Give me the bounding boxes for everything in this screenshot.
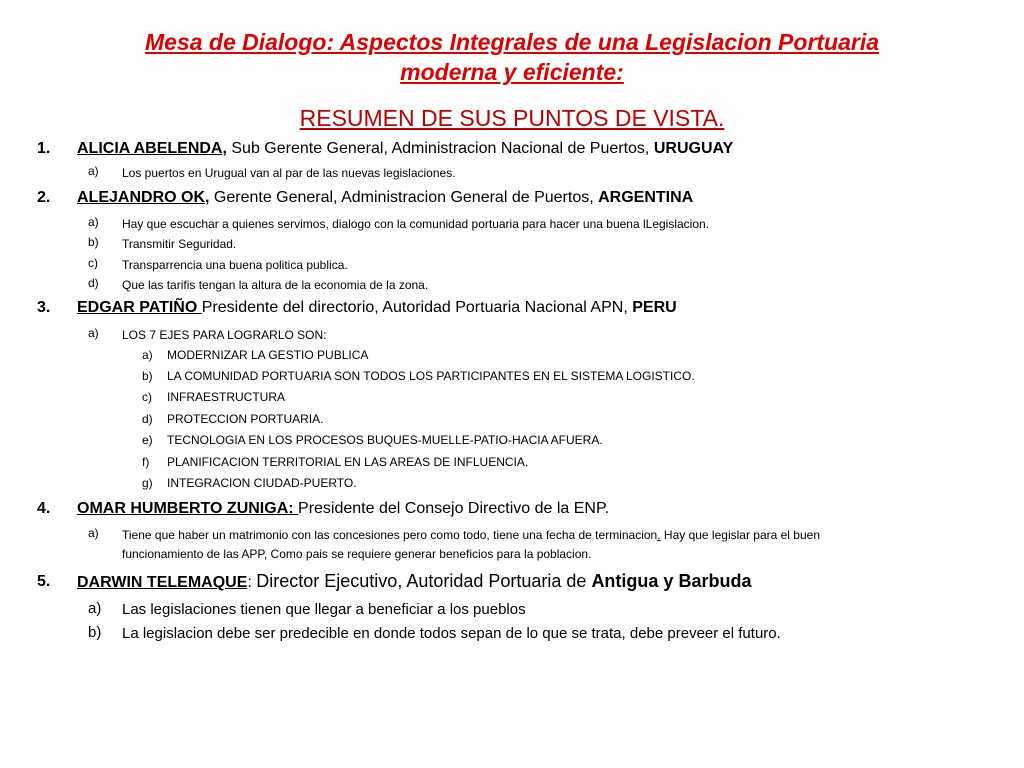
speaker-heading bbox=[77, 500, 609, 518]
speaker-country: URUGUAY bbox=[653, 140, 734, 157]
list-text: Transmitir Seguridad. bbox=[122, 237, 237, 251]
speaker-role: Gerente General, Administracion General de Puertos, bbox=[209, 189, 599, 206]
sub-list-marker: e) bbox=[142, 433, 153, 447]
speaker-sep: : bbox=[247, 574, 257, 591]
speaker-name: DARWIN TELEMAQUE bbox=[77, 574, 248, 591]
speaker-name: EDGAR PATIÑO bbox=[77, 299, 202, 316]
list-text: Hay que escuchar a quienes servimos, dialogo con la comunidad portuaria para hacer una buena lLegislacion. bbox=[122, 217, 710, 231]
speaker-name: ALEJANDRO OK, bbox=[77, 189, 210, 206]
slide-subtitle: RESUMEN DE SUS PUNTOS DE VISTA. bbox=[299, 105, 725, 131]
list-text-part: Hay que legislar para el buen bbox=[660, 528, 820, 542]
list-marker: d) bbox=[88, 276, 99, 290]
speaker-number: 4. bbox=[37, 500, 51, 517]
list-text: La legislacion debe ser predecible en donde todos sepan de lo que se trata, debe preveer el futuro. bbox=[122, 625, 781, 642]
list-text: Los puertos en Urugual van al par de las nuevas legislaciones. bbox=[122, 166, 456, 180]
sub-list-text: MODERNIZAR LA GESTIO PUBLICA bbox=[167, 348, 369, 362]
sub-list-text: INTEGRACION CIUDAD-PUERTO. bbox=[167, 476, 357, 490]
list-marker: b) bbox=[88, 235, 99, 249]
speaker-role: Director Ejecutivo, Autoridad Portuaria de bbox=[256, 571, 592, 591]
list-marker: a) bbox=[88, 526, 99, 540]
sub-list-marker: d) bbox=[142, 412, 153, 426]
speaker-number: 1. bbox=[37, 140, 51, 157]
speaker-number: 3. bbox=[37, 299, 51, 316]
speaker-heading bbox=[77, 299, 677, 317]
list-marker: a) bbox=[88, 600, 102, 617]
speaker-country: ARGENTINA bbox=[598, 189, 694, 206]
sub-list-text: TECNOLOGIA EN LOS PROCESOS BUQUES-MUELLE-PATIO-HACIA AFUERA. bbox=[167, 433, 603, 447]
speaker-country: Antigua y Barbuda bbox=[591, 571, 752, 591]
sub-list-marker: b) bbox=[142, 369, 153, 383]
list-text bbox=[122, 526, 820, 564]
list-text: Que las tarifis tengan la altura de la economia de la zona. bbox=[122, 278, 429, 292]
list-marker: a) bbox=[88, 326, 99, 340]
speaker-role: Sub Gerente General, Administracion Nacional de Puertos, bbox=[226, 140, 654, 157]
list-marker: a) bbox=[88, 215, 99, 229]
sub-list-text: PLANIFICACION TERRITORIAL EN LAS AREAS DE INFLUENCIA. bbox=[167, 455, 529, 469]
list-text: LOS 7 EJES PARA LOGRARLO SON: bbox=[122, 328, 327, 342]
sub-list-text: LA COMUNIDAD PORTUARIA SON TODOS LOS PARTICIPANTES EN EL SISTEMA LOGISTICO. bbox=[167, 369, 695, 383]
sub-list-marker: f) bbox=[142, 455, 150, 469]
slide-title-line-2: moderna y eficiente: bbox=[400, 59, 624, 85]
list-marker: a) bbox=[88, 164, 99, 178]
slide-title-line-1: Mesa de Dialogo: Aspectos Integrales de una Legislacion Portuaria bbox=[144, 29, 880, 55]
list-marker: c) bbox=[88, 256, 98, 270]
sub-list-text: PROTECCION PORTUARIA. bbox=[167, 412, 324, 426]
speaker-name: OMAR HUMBERTO ZUNIGA: bbox=[77, 500, 299, 517]
speaker-heading bbox=[77, 140, 733, 158]
list-text-part: . bbox=[657, 528, 661, 542]
list-text-part: funcionamiento de las APP, Como pais se requiere generar beneficios para la poblacion. bbox=[122, 547, 592, 561]
speaker-heading bbox=[77, 571, 751, 592]
speaker-number: 5. bbox=[37, 573, 51, 590]
sub-list-marker: g) bbox=[142, 476, 153, 490]
speaker-role: Presidente del directorio, Autoridad Portuaria Nacional APN, bbox=[201, 299, 633, 316]
sub-list-marker: a) bbox=[142, 348, 153, 362]
list-text: Transparrencia una buena politica publica. bbox=[122, 258, 348, 272]
speaker-number: 2. bbox=[37, 189, 51, 206]
speaker-name: ALICIA ABELENDA, bbox=[77, 140, 227, 157]
list-text-part: Tiene que haber un matrimonio con las concesiones pero como todo, tiene una fecha de terminacion bbox=[122, 528, 658, 542]
speaker-country: PERU bbox=[632, 299, 677, 316]
list-text: Las legislaciones tienen que llegar a beneficiar a los pueblos bbox=[122, 601, 526, 618]
sub-list-text: INFRAESTRUCTURA bbox=[167, 390, 286, 404]
list-marker: b) bbox=[88, 624, 102, 641]
speaker-heading bbox=[77, 189, 693, 207]
speaker-role: Presidente del Consejo Directivo de la ENP. bbox=[298, 500, 610, 517]
sub-list-marker: c) bbox=[142, 390, 152, 404]
